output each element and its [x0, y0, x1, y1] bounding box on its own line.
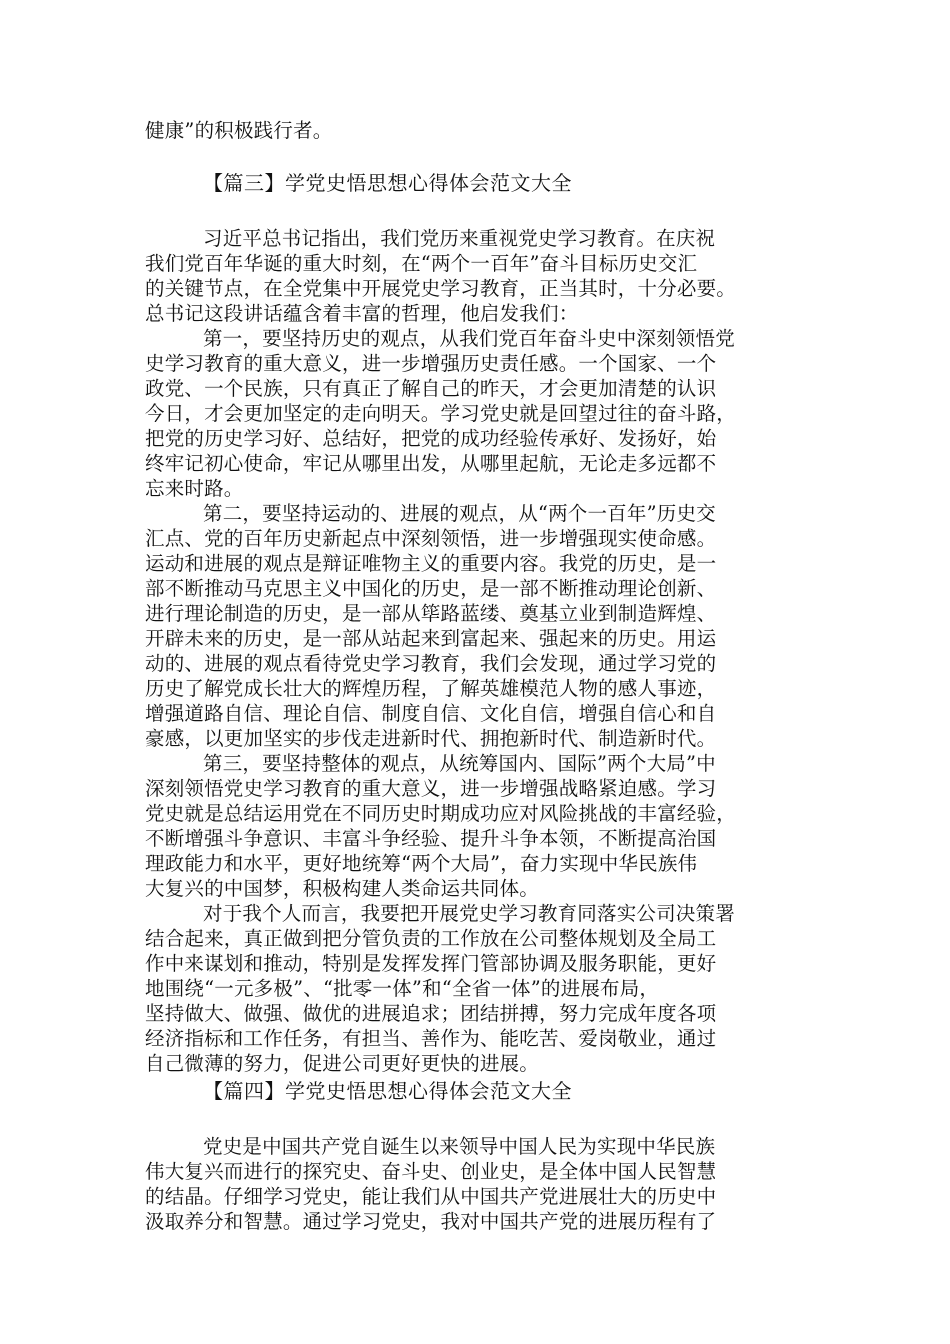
section3-body [145, 226, 815, 1076]
section3-paragraph-3 [145, 501, 815, 751]
text-line: 动的、进展的观点看待党史学习教育，我们会发现，通过学习党的 [145, 652, 717, 675]
text-line: 总书记这段讲话蕴含着丰富的哲理，他启发我们： [145, 302, 579, 325]
section4-body [145, 1134, 815, 1234]
text-line: 伟大复兴而进行的探究史、奋斗史、创业史，是全体中国人民智慧 [145, 1160, 717, 1183]
section3-heading: 【篇三】学党史悟思想心得体会范文大全 [203, 171, 572, 195]
text-line: 运动和进展的观点是辩证唯物主义的重要内容。我党的历史，是一 [145, 552, 717, 575]
text-line: 的关键节点，在全党集中开展党史学习教育，正当其时，十分必要。 [145, 277, 737, 300]
text-line: 我们党百年华诞的重大时刻，在“两个一百年”奋斗目标历史交汇 [145, 252, 698, 275]
text-line: 大复兴的中国梦，积极构建人类命运共同体。 [145, 877, 540, 900]
text-line: 自己微薄的努力，促进公司更好更快的进展。 [145, 1052, 540, 1075]
text-line: 对于我个人而言，我要把开展党史学习教育同落实公司决策署 [203, 902, 735, 925]
text-line: 地围绕“一元多极”、“批零一体”和“全省一体”的进展布局， [145, 977, 660, 1000]
text-line: 部不断推动马克思主义中国化的历史，是一部不断推动理论创新、 [145, 577, 717, 600]
text-line: 汲取养分和智慧。通过学习党史，我对中国共产党的进展历程有了 [145, 1210, 717, 1233]
text-line: 习近平总书记指出，我们党历来重视党史学习教育。在庆祝 [203, 227, 716, 250]
section4-heading: 【篇四】学党史悟思想心得体会范文大全 [203, 1079, 572, 1103]
document-page [145, 118, 815, 1234]
text-line: 把党的历史学习好、总结好，把党的成功经验传承好、发扬好，始 [145, 427, 717, 450]
text-line: 豪感，以更加坚实的步伐走进新时代、拥抱新时代、制造新时代。 [145, 727, 717, 750]
text-line: 开辟未来的历史，是一部从站起来到富起来、强起来的历史。用运 [145, 627, 717, 650]
text-line: 经济指标和工作任务，有担当、善作为、能吃苦、爱岗敬业，通过 [145, 1027, 717, 1050]
text-line: 结合起来，真正做到把分管负责的工作放在公司整体规划及全局工 [145, 927, 717, 950]
text-line: 增强道路自信、理论自信、制度自信、文化自信，增强自信心和自 [145, 702, 717, 725]
text-line: 第一，要坚持历史的观点，从我们党百年奋斗史中深刻领悟党 [203, 327, 735, 350]
text-line: 第三，要坚持整体的观点，从统筹国内、国际”两个大局”中 [203, 752, 716, 775]
text-line: 进行理论制造的历史，是一部从筚路蓝缕、奠基立业到制造辉煌、 [145, 602, 717, 625]
text-line: 作中来谋划和推动，特别是发挥发挥门管部协调及服务职能，更好 [145, 952, 717, 975]
section4-paragraph-1 [145, 1134, 815, 1234]
text-line: 政党、一个民族，只有真正了解自己的昨天，才会更加清楚的认识 [145, 377, 717, 400]
text-line: 理政能力和水平，更好地统筹“两个大局”，奋力实现中华民族伟 [145, 852, 698, 875]
text-line: 汇点、党的百年历史新起点中深刻领悟，进一步增强现实使命感。 [145, 527, 717, 550]
text-line: 史学习教育的重大意义，进一步增强历史责任感。一个国家、一个 [145, 352, 717, 375]
section3-paragraph-2 [145, 326, 815, 501]
text-line: 不断增强斗争意识、丰富斗争经验、提升斗争本领，不断提高治国 [145, 827, 717, 850]
text-line: 历史了解党成长壮大的辉煌历程，了解英雄模范人物的感人事迹， [145, 677, 717, 700]
opening-line: 健康”的积极践行者。 [145, 119, 333, 142]
text-line: 终牢记初心使命，牢记从哪里出发，从哪里起航，无论走多远都不 [145, 452, 717, 475]
text-line: 第二，要坚持运动的、进展的观点，从“两个一百年”历史交 [203, 502, 716, 525]
section3-paragraph-1 [145, 226, 815, 326]
text-line: 党史就是总结运用党在不同历史时期成功应对风险挑战的丰富经验， [145, 802, 737, 825]
section3-paragraph-4 [145, 751, 815, 901]
text-line: 深刻领悟党史学习教育的重大意义，进一步增强战略紧迫感。学习 [145, 777, 717, 800]
text-line: 坚持做大、做强、做优的进展追求；团结拼搏，努力完成年度各项 [145, 1002, 717, 1025]
text-line: 忘来时路。 [145, 477, 244, 500]
text-line: 党史是中国共产党自诞生以来领导中国人民为实现中华民族 [203, 1135, 716, 1158]
section3-paragraph-5 [145, 901, 815, 1076]
text-line: 的结晶。仔细学习党史，能让我们从中国共产党进展壮大的历史中 [145, 1185, 717, 1208]
text-line: 今日，才会更加坚定的走向明天。学习党史就是回望过往的奋斗路， [145, 402, 737, 425]
